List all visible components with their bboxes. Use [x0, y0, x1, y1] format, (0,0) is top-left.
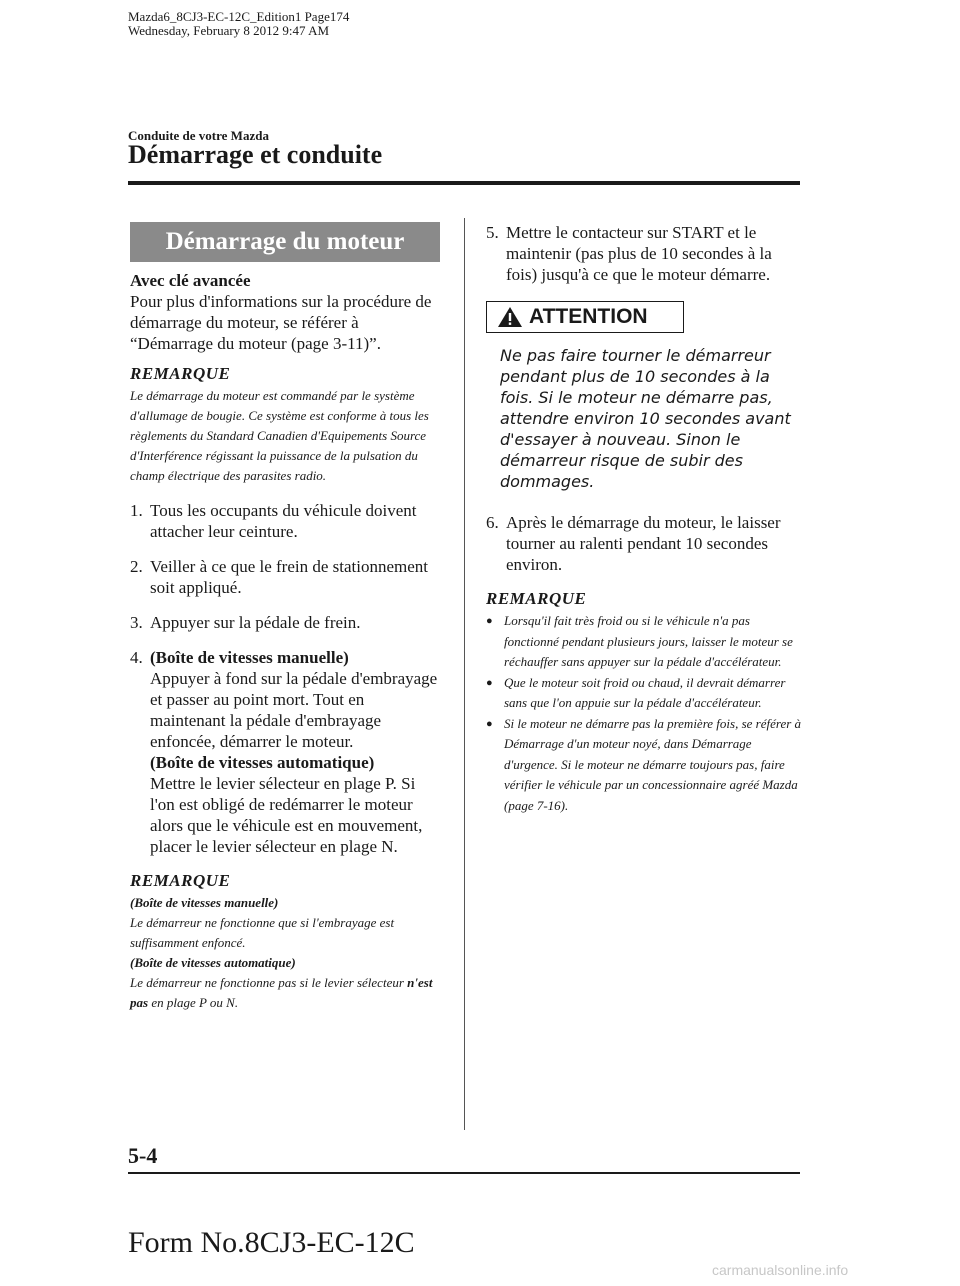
- page-title: Démarrage et conduite: [128, 140, 383, 169]
- section-label: Conduite de votre Mazda: [128, 128, 269, 143]
- step-1: [130, 500, 440, 542]
- list-item: [486, 714, 802, 817]
- warning-icon: [497, 306, 523, 328]
- auto-text: Mettre le levier sélecteur en plage P. Si l'on est obligé de redémarrer le moteur alors que le véhicule est en mouvement, placer le levier sélecteur en plage N.: [150, 774, 423, 856]
- step-number: 3.: [130, 613, 143, 632]
- step-3: [130, 612, 440, 633]
- list-item: [486, 673, 802, 714]
- step-number: 4.: [130, 648, 143, 667]
- remark-bullets: [486, 611, 802, 816]
- step-text: Veiller à ce que le frein de stationnement soit appliqué.: [150, 557, 429, 597]
- footer-rule: [128, 1172, 800, 1174]
- bullet-text: Si le moteur ne démarre pas la première fois, se référer à Démarrage d'un moteur noyé, dans Démarrage d'urgence. Si le moteur ne démarre toujours pas, faire vérifier le véhicule par un concessionnaire agréé Mazda (page 7-16).: [504, 715, 802, 813]
- left-column: [130, 222, 440, 1013]
- step-number: 5.: [486, 223, 499, 242]
- step-6: [486, 512, 802, 575]
- remark-title: REMARQUE: [130, 364, 231, 383]
- remark-manual-label: (Boîte de vitesses manuelle): [130, 895, 279, 910]
- right-column: [486, 222, 802, 816]
- remark-auto-post: en plage P ou N.: [148, 995, 239, 1010]
- form-number: Form No.8CJ3-EC-12C: [128, 1226, 415, 1259]
- page-number: 5-4: [128, 1143, 158, 1168]
- step-number: 6.: [486, 513, 499, 532]
- print-metadata: [128, 10, 349, 38]
- watermark: carmanualsonline.info: [712, 1262, 849, 1278]
- auto-label: (Boîte de vitesses automatique): [150, 753, 375, 772]
- attention-box: [486, 301, 684, 333]
- step-4: [130, 647, 440, 857]
- remark-auto-bold: n'est pas: [130, 975, 433, 1010]
- remark-auto-text: [130, 973, 440, 1013]
- step-number: 1.: [130, 501, 143, 520]
- meta-line-2: Wednesday, February 8 2012 9:47 AM: [128, 23, 330, 38]
- remark-auto-label: (Boîte de vitesses automatique): [130, 955, 296, 970]
- step-text: Après le démarrage du moteur, le laisser tourner au ralenti pendant 10 secondes environ.: [506, 513, 781, 574]
- remark-text: Le démarrage du moteur est commandé par le système d'allumage de bougie. Ce système est conforme à tous les règlements du Standard Canadien d'Equipements Source d'Interférence régissant la puissance de la pulsation du champ électrique des parasites radio.: [130, 388, 429, 483]
- manual-text: Appuyer à fond sur la pédale d'embrayage et passer au point mort. Tout en maintenant la pédale d'embrayage enfoncée, démarrer le moteur.: [150, 669, 438, 751]
- step-text: Appuyer sur la pédale de frein.: [150, 613, 361, 632]
- subheading: Avec clé avancée: [130, 271, 251, 290]
- section-banner: Démarrage du moteur: [130, 222, 440, 262]
- bullet-icon: ●: [486, 717, 493, 730]
- attention-text: Ne pas faire tourner le démarreur pendant plus de 10 secondes à la fois. Si le moteur ne démarre pas, attendre environ 10 secondes avant d'essayer à nouveau. Sinon le démarreur risque de subir des dommages.: [500, 346, 791, 491]
- list-item: [486, 611, 802, 673]
- remark-title-3: REMARQUE: [486, 589, 587, 608]
- header-rule: [128, 181, 800, 185]
- step-text: [150, 647, 440, 857]
- bullet-icon: ●: [486, 676, 493, 689]
- column-separator: [464, 218, 465, 1130]
- intro-paragraph: Pour plus d'informations sur la procédure de démarrage du moteur, se référer à “Démarrage du moteur (page 3-11)”.: [130, 292, 432, 353]
- bullet-text: Lorsqu'il fait très froid ou si le véhicule n'a pas fonctionné pendant plusieurs jours, laisser le moteur se réchauffer sans appuyer sur la pédale d'accélérateur.: [504, 613, 793, 669]
- step-number: 2.: [130, 557, 143, 576]
- step-text: Mettre le contacteur sur START et le maintenir (pas plus de 10 secondes à la fois) jusqu'à ce que le moteur démarre.: [506, 223, 772, 284]
- bullet-icon: ●: [486, 615, 493, 627]
- manual-label: (Boîte de vitesses manuelle): [150, 648, 349, 667]
- remark-title-2: REMARQUE: [130, 871, 231, 890]
- meta-line-1: Mazda6_8CJ3-EC-12C_Edition1 Page174: [128, 9, 350, 24]
- step-2: [130, 556, 440, 598]
- remark-manual-text: Le démarreur ne fonctionne que si l'embrayage est suffisamment enfoncé.: [130, 915, 395, 950]
- attention-label: ATTENTION: [529, 305, 648, 328]
- bullet-text: Que le moteur soit froid ou chaud, il devrait démarrer sans que l'on appuie sur la pédale d'accélérateur.: [504, 674, 786, 710]
- remark-auto-pre: Le démarreur ne fonctionne pas si le levier sélecteur: [130, 975, 408, 990]
- step-text: Tous les occupants du véhicule doivent attacher leur ceinture.: [150, 501, 417, 541]
- step-5: [486, 222, 802, 285]
